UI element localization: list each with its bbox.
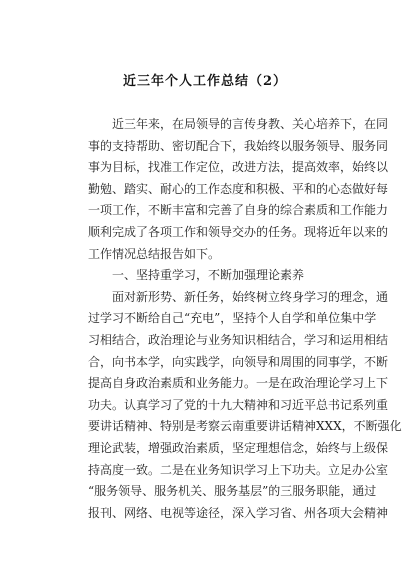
paragraph-line: 工作情况总结报告如下。 bbox=[88, 246, 221, 261]
paragraph-line: 功夫。认真学习了党的十九大精神和习近平总书记系列重 bbox=[88, 397, 389, 412]
paragraph-line: 理论武装，增强政治素质，坚定理想信念，始终与上级保 bbox=[88, 440, 389, 455]
paragraph-line: 习相结合，政治理论与业务知识相结合，学习和运用相结 bbox=[88, 332, 389, 347]
paragraph-line: 顺利完成了各项工作和领导交办的任务。现将近年以来的 bbox=[88, 224, 389, 239]
paragraph-line: 持高度一致。二是在业务知识学习上下功夫。立足办公室 bbox=[88, 462, 389, 477]
paragraph-line: 事的支持帮助、密切配合下，我始终以服务领导、服务同 bbox=[88, 138, 389, 153]
paragraph-line: 一项工作，不断丰富和完善了自身的综合素质和工作能力 bbox=[88, 203, 389, 218]
paragraph-line: 事为目标，找准工作定位，改进方法，提高效率，始终以 bbox=[88, 160, 389, 175]
section-heading: 一、坚持重学习，不断加强理论素养 bbox=[112, 268, 305, 283]
document-title: 近三年个人工作总结（2） bbox=[122, 74, 288, 89]
paragraph-line: 勤勉、踏实、耐心的工作态度和积极、平和的心态做好每 bbox=[88, 181, 389, 196]
paragraph-line: 过学习不断给自己“充电”，坚持个人自学和单位集中学 bbox=[88, 311, 377, 326]
paragraph-line: 面对新形势、新任务，始终树立终身学习的理念，通 bbox=[112, 289, 389, 304]
paragraph-line: “服务领导、服务机关、服务基层”的三服务职能，通过 bbox=[88, 484, 377, 499]
paragraph-line: 近三年来，在局领导的言传身教、关心培养下，在同 bbox=[112, 117, 389, 131]
document-body bbox=[88, 114, 402, 524]
paragraph-line: 要讲话精神、特别是考察云南重要讲话精神XXX，不断强化 bbox=[88, 419, 402, 434]
paragraph-line: 提高自身政治素质和业务能力。一是在政治理论学习上下 bbox=[88, 376, 389, 391]
paragraph-line: 报刊、网络、电视等途径，深入学习省、州各项大会精神 bbox=[88, 505, 389, 520]
paragraph-line: 合，向书本学，向实践学，向领导和周围的同事学，不断 bbox=[88, 354, 389, 369]
